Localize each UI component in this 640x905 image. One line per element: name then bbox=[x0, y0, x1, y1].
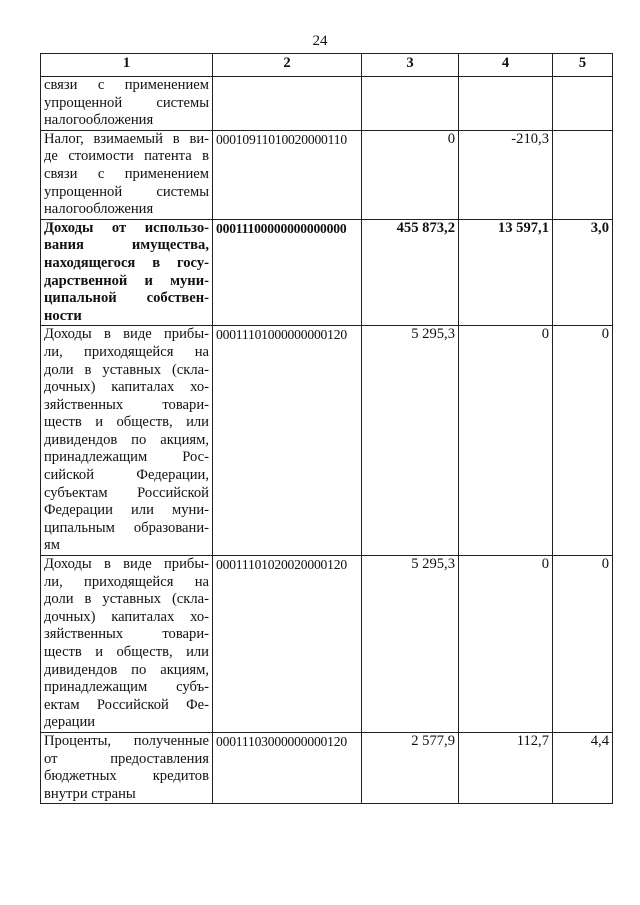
row-name-line: ям bbox=[44, 537, 60, 554]
budget-code-cell bbox=[213, 77, 362, 131]
row-name-line: от предоставления bbox=[44, 750, 209, 767]
row-name-line: находящегося в госу- bbox=[44, 254, 209, 271]
row-name-cell bbox=[41, 130, 213, 219]
row-name-line: принадлежащим субъ- bbox=[44, 679, 209, 696]
row-name-line: ществ и обществ, или bbox=[44, 414, 209, 431]
col4-value-cell: 13 597,1 bbox=[459, 219, 553, 326]
row-name-line: бюджетных кредитов bbox=[44, 768, 209, 785]
row-name-cell bbox=[41, 732, 213, 803]
column-header-1: 1 bbox=[41, 54, 213, 77]
budget-code-cell: 00011100000000000000 bbox=[213, 219, 362, 326]
budget-code-cell: 00010911010020000110 bbox=[213, 130, 362, 219]
col5-value-cell: 0 bbox=[553, 326, 613, 556]
row-name-line: де стоимости патента в bbox=[44, 148, 209, 165]
row-name-line: Доходы в виде прибы- bbox=[44, 326, 209, 343]
row-name-cell bbox=[41, 219, 213, 326]
col3-value-cell: 5 295,3 bbox=[362, 326, 459, 556]
row-name-line: ности bbox=[44, 307, 82, 324]
column-header-5: 5 bbox=[553, 54, 613, 77]
row-name-line: принадлежащим Рос- bbox=[44, 449, 209, 466]
row-name-line: ли, приходящейся на bbox=[44, 573, 209, 590]
budget-code-cell: 00011103000000000120 bbox=[213, 732, 362, 803]
col4-value-cell: 0 bbox=[459, 556, 553, 733]
row-name-line: связи с применением bbox=[44, 165, 209, 182]
row-name-cell bbox=[41, 556, 213, 733]
budget-table bbox=[40, 53, 613, 804]
row-name-line: ществ и обществ, или bbox=[44, 644, 209, 660]
row-name-line: зяйственных товари- bbox=[44, 396, 209, 413]
page-number: 24 bbox=[312, 33, 328, 49]
table-row bbox=[41, 77, 613, 131]
column-header-2: 2 bbox=[213, 54, 362, 77]
table-row bbox=[41, 219, 613, 326]
table-row bbox=[41, 732, 613, 803]
column-header-4: 4 bbox=[459, 54, 553, 77]
row-name-line: зяйственных товари- bbox=[44, 626, 209, 643]
table-row bbox=[41, 556, 613, 733]
row-name-cell bbox=[41, 326, 213, 556]
row-name-line: Налог, взимаемый в ви- bbox=[44, 130, 209, 147]
col3-value-cell: 0 bbox=[362, 130, 459, 219]
col4-value-cell: 0 bbox=[459, 326, 553, 556]
row-name-line: Федерации или муни- bbox=[44, 502, 209, 519]
col4-value-cell bbox=[459, 77, 553, 131]
col4-value-cell: 112,7 bbox=[459, 732, 553, 803]
row-name-line: связи с применением bbox=[44, 77, 209, 93]
row-name-line: дивидендов по акциям, bbox=[44, 661, 209, 678]
col5-value-cell: 4,4 bbox=[553, 732, 613, 803]
col5-value-cell bbox=[553, 77, 613, 131]
row-name-line: упрощенной системы bbox=[44, 94, 209, 111]
row-name-line: Доходы в виде прибы- bbox=[44, 556, 209, 573]
row-name-line: ципальной собствен- bbox=[44, 290, 209, 307]
row-name-line: дочных) капиталах хо- bbox=[44, 379, 209, 396]
row-name-cell bbox=[41, 77, 213, 131]
row-name-line: налогообложения bbox=[44, 112, 154, 129]
row-name-line: вания имущества, bbox=[44, 237, 209, 254]
row-name-line: упрощенной системы bbox=[44, 183, 209, 200]
row-name-line: дочных) капиталах хо- bbox=[44, 608, 209, 625]
row-name-line: дивидендов по акциям, bbox=[44, 431, 209, 448]
row-name-line: Проценты, полученные bbox=[44, 732, 209, 749]
col3-value-cell: 455 873,2 bbox=[362, 219, 459, 326]
row-name-line: субъектам Российской bbox=[44, 484, 209, 501]
row-name-line: доли в уставных (скла- bbox=[44, 361, 209, 378]
col3-value-cell: 2 577,9 bbox=[362, 732, 459, 803]
row-name-line: дарственной и муни- bbox=[44, 272, 209, 289]
row-name-line: ципальным образовани- bbox=[44, 519, 209, 536]
col5-value-cell: 3,0 bbox=[553, 219, 613, 326]
header-row bbox=[41, 54, 613, 77]
col4-value-cell: -210,3 bbox=[459, 130, 553, 219]
table-row bbox=[41, 130, 613, 219]
row-name-line: ектам Российской Фе- bbox=[44, 696, 209, 713]
budget-code-cell: 00011101020020000120 bbox=[213, 556, 362, 733]
row-name-line: сийской Федерации, bbox=[44, 467, 209, 484]
row-name-line: Доходы от использо- bbox=[44, 219, 209, 236]
column-header-3: 3 bbox=[362, 54, 459, 77]
budget-code-cell: 00011101000000000120 bbox=[213, 326, 362, 556]
row-name-line: внутри страны bbox=[44, 785, 136, 802]
col5-value-cell: 0 bbox=[553, 556, 613, 733]
row-name-line: дерации bbox=[44, 714, 96, 731]
row-name-line: ли, приходящейся на bbox=[44, 343, 209, 360]
col3-value-cell: 5 295,3 bbox=[362, 556, 459, 733]
row-name-line: налогообложения bbox=[44, 201, 154, 218]
col5-value-cell bbox=[553, 130, 613, 219]
row-name-line: доли в уставных (скла- bbox=[44, 591, 209, 608]
table-row bbox=[41, 326, 613, 556]
col3-value-cell bbox=[362, 77, 459, 131]
